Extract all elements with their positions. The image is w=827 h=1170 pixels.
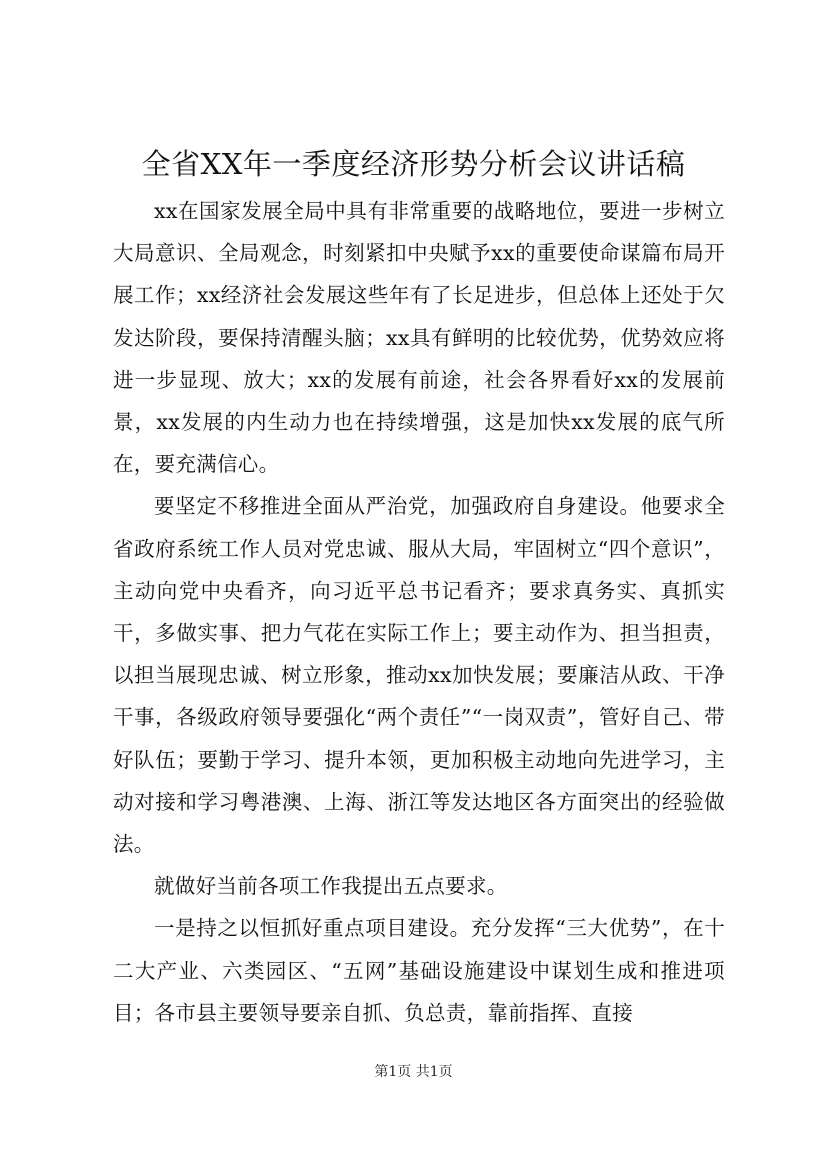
paragraph: xx在国家发展全局中具有非常重要的战略地位，要进一步树立大局意识、全局观念，时刻紧扣中央赋予xx的重要使命谋篇布局开展工作；xx经济社会发展这些年有了长足进步，但总体上还处于欠发达阶段，要保持清醒头脑；xx具有鲜明的比较优势，优势效应将进一步显现、放大；xx的发展有前途，社会各界看好xx的发展前景，xx发展的内生动力也在持续增强，这是加快xx发展的底气所在，要充满信心。 (113, 199, 725, 477)
document-title: 全省XX年一季度经济形势分析会议讲话稿 (141, 147, 686, 181)
paragraph: 就做好当前各项工作我提出五点要求。 (154, 874, 508, 899)
page-number-footer: 第1页 共1页 (374, 1064, 453, 1080)
paragraph: 一是持之以恒抓好重点项目建设。充分发挥“三大优势”，在十二大产业、六类园区、“五网”基础设施建设中谋划生成和推进项目；各市县主要领导要亲自抓、负总责，靠前指挥、直接 (113, 916, 725, 1025)
document-body (113, 190, 725, 1034)
paragraph: 要坚定不移推进全面从严治党，加强政府自身建设。他要求全省政府系统工作人员对党忠诚、服从大局，牢固树立“四个意识”，主动向党中央看齐，向习近平总书记看齐；要求真务实、真抓实干，多做实事、把力气花在实际工作上；要主动作为、担当担责，以担当展现忠诚、树立形象，推动xx加快发展；要廉洁从政、干净干事，各级政府领导要强化“两个责任”“一岗双责”，管好自己、带好队伍；要勤于学习、提升本领，更加积极主动地向先进学习，主动对接和学习粤港澳、上海、浙江等发达地区各方面突出的经验做法。 (113, 494, 725, 857)
